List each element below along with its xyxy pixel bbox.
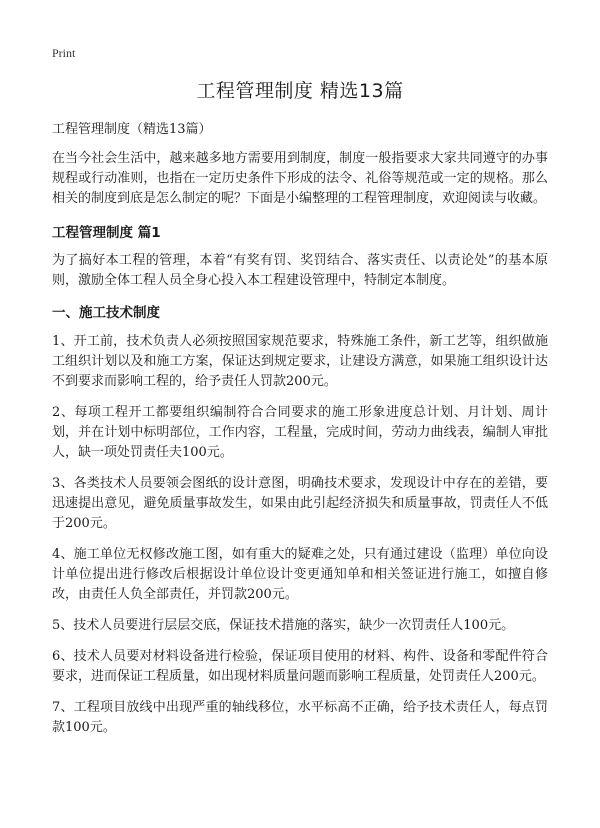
section-heading: 一、施工技术制度 [52,305,160,321]
list-item: 7、工程项目放线中出现严重的轴线移位，水平标高不正确，给予技术责任人，每点罚款100元。 [52,700,548,735]
list-item: 2、每项工程开工都要组织编制符合合同要求的施工形象进度总计划、月计划、周计划，并在计划中标明部位，工作内容，工程量，完成时间，劳动力曲线表，编制人审批人，缺一项处罚责任夫100元。 [52,405,548,460]
list-item: 5、技术人员要进行层层交底，保证技术措施的落实，缺少一次罚责任人100元。 [52,618,515,633]
article-intro-paragraph: 为了搞好本工程的管理，本着“有奖有罚、奖罚结合、落实责任、以责论处”的基本原则，激励全体工程人员全身心投入本工程建设管理中，特制定本制度。 [52,253,548,288]
intro-paragraph: 在当今社会生活中，越来越多地方需要用到制度，制度一般指要求大家共同遵守的办事规程或行动准则，也指在一定历史条件下形成的法令、礼俗等规范或一定的规格。那么相关的制度到底是怎么制定的呢？下面是小编整理的工程管理制度，欢迎阅读与收藏。 [52,151,548,206]
list-item: 4、施工单位无权修改施工图，如有重大的疑难之处，只有通过建设（监理）单位向设计单位提出进行修改后根据设计单位设计变更通知单和相关签证进行施工，如擅自修改，由责任人负全部责任，并罚款200元。 [52,547,548,602]
list-item: 6、技术人员要对材料设备进行检验，保证项目使用的材料、构件、设备和零配件符合要求，进而保证工程质量，如出现材料质量问题而影响工程质量，处罚责任人200元。 [52,649,548,684]
list-item: 1、开工前，技术负责人必须按照国家规范要求，特殊施工条件，新工艺等，组织做施工组织计划以及和施工方案，保证达到规定要求，让建设方满意，如果施工组织设计达不到要求而影响工程的，给予责任人罚款200元。 [52,334,548,389]
page-title: 工程管理制度 精选13篇 [196,80,404,102]
article-heading: 工程管理制度 篇1 [52,225,161,241]
document-subtitle: 工程管理制度（精选13篇） [52,122,212,137]
list-item: 3、各类技术人员要领会图纸的设计意图，明确技术要求，发现设计中存在的差错，要迅速提出意见，避免质量事故发生，如果由此引起经济损失和质量事故，罚责任人不低于200元。 [52,476,548,531]
document-body [52,120,548,749]
print-link[interactable]: Print [52,46,76,60]
